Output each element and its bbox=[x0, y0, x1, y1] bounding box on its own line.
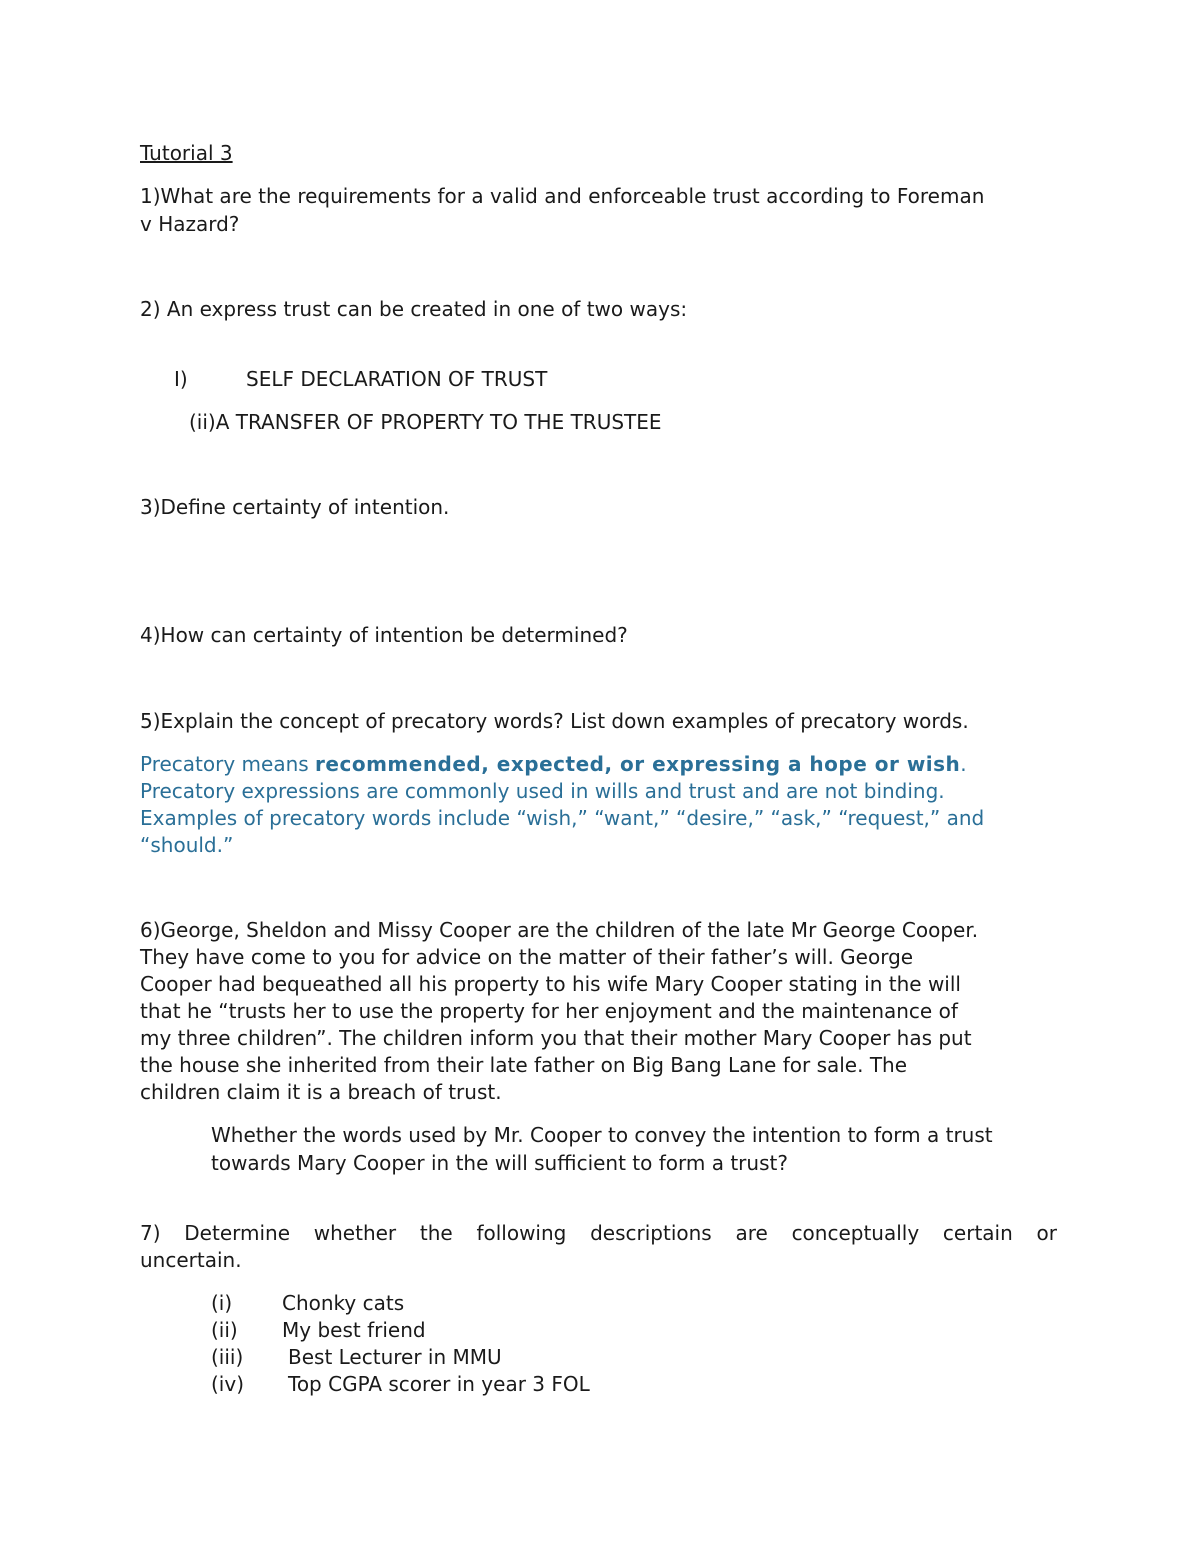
question-6-issue-line-1: Whether the words used by Mr. Cooper to convey the intention to form a trust bbox=[211, 1123, 993, 1147]
question-3: 3)Define certainty of intention. bbox=[140, 495, 450, 519]
question-1-line-1: 1)What are the requirements for a valid and enforceable trust according to Foreman bbox=[140, 184, 985, 208]
question-6-line-1: 6)George, Sheldon and Missy Cooper are the children of the late Mr George Cooper. bbox=[140, 918, 979, 942]
question-7-line-2: uncertain. bbox=[140, 1248, 242, 1272]
question-7-item-3-label: Best Lecturer in MMU bbox=[288, 1345, 502, 1369]
answer-5-prefix: Precatory means bbox=[140, 752, 316, 776]
question-2-item-2-label: (ii)A TRANSFER OF PROPERTY TO THE TRUSTEE bbox=[189, 410, 662, 434]
question-7-line-1: 7) Determine whether the following descriptions are conceptually certain or bbox=[140, 1221, 1057, 1245]
question-7-item-2-label: My best friend bbox=[282, 1318, 426, 1342]
question-7-item-4-label: Top CGPA scorer in year 3 FOL bbox=[288, 1372, 590, 1396]
question-2-item-1-label: SELF DECLARATION OF TRUST bbox=[246, 367, 548, 391]
question-2-item-1-number: I) bbox=[174, 367, 188, 391]
question-1-line-2: v Hazard? bbox=[140, 212, 240, 236]
page-title: Tutorial 3 bbox=[140, 141, 233, 165]
question-6-line-5: my three children”. The children inform you that their mother Mary Cooper has put bbox=[140, 1026, 972, 1050]
answer-5-suffix: . bbox=[960, 752, 967, 776]
question-7-item-4-number: (iv) bbox=[211, 1372, 244, 1396]
question-6-line-4: that he “trusts her to use the property for her enjoyment and the maintenance of bbox=[140, 999, 958, 1023]
question-7-item-1-label: Chonky cats bbox=[282, 1291, 405, 1315]
question-6-line-2: They have come to you for advice on the matter of their father’s will. George bbox=[140, 945, 914, 969]
question-5: 5)Explain the concept of precatory words? List down examples of precatory words. bbox=[140, 709, 969, 733]
question-6-line-3: Cooper had bequeathed all his property to his wife Mary Cooper stating in the will bbox=[140, 972, 961, 996]
answer-5-line-3: Examples of precatory words include “wish,” “want,” “desire,” “ask,” “request,” and bbox=[140, 806, 985, 830]
question-4: 4)How can certainty of intention be determined? bbox=[140, 623, 628, 647]
answer-5-line-4: “should.” bbox=[140, 833, 234, 857]
question-7-item-3-number: (iii) bbox=[211, 1345, 244, 1369]
question-6-line-7: children claim it is a breach of trust. bbox=[140, 1080, 502, 1104]
answer-5-line-1 bbox=[140, 751, 967, 778]
question-7-item-1-number: (i) bbox=[211, 1291, 233, 1315]
question-6-issue-line-2: towards Mary Cooper in the will sufficient to form a trust? bbox=[211, 1151, 788, 1175]
question-2: 2) An express trust can be created in one of two ways: bbox=[140, 297, 688, 321]
answer-5-bold-definition: recommended, expected, or expressing a hope or wish bbox=[315, 752, 961, 776]
question-7-item-2-number: (ii) bbox=[211, 1318, 238, 1342]
answer-5-line-2: Precatory expressions are commonly used in wills and trust and are not binding. bbox=[140, 779, 945, 803]
question-6-line-6: the house she inherited from their late father on Big Bang Lane for sale. The bbox=[140, 1053, 908, 1077]
